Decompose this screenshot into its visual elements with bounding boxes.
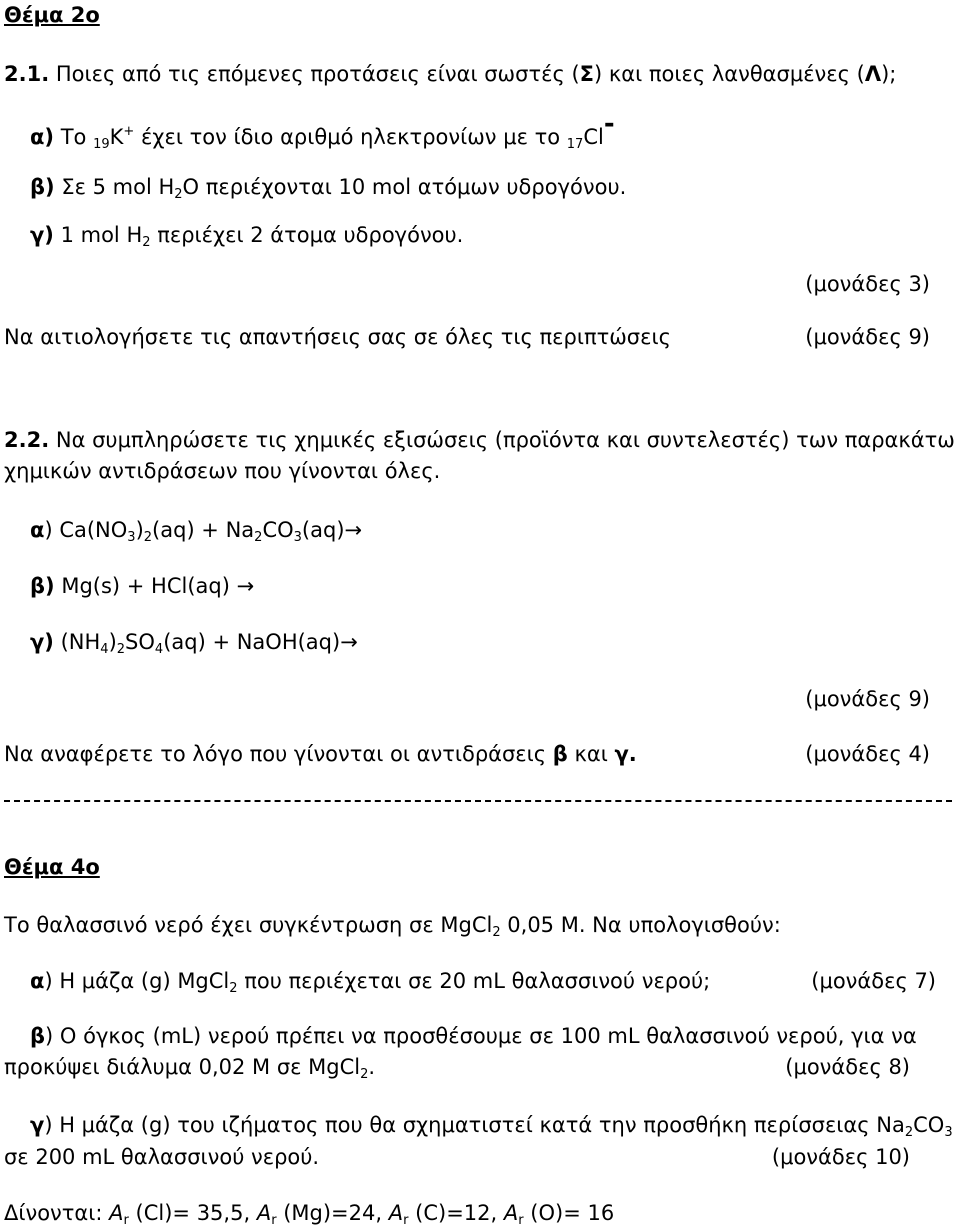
intro-text: Το θαλασσινό νερό έχει συγκέντρωση σε MgCl: [4, 913, 493, 937]
subquestion-a: [30, 968, 710, 994]
relative-mass-symbol: A: [109, 1201, 124, 1225]
subquestion-text: προκύψει διάλυμα 0,02 M σε MgCl: [4, 1055, 361, 1079]
theme4-intro: [4, 912, 781, 938]
statement-text: Σε 5 mol H: [61, 175, 175, 199]
question-number: 2.2.: [4, 428, 50, 452]
relative-mass-symbol: A: [256, 1201, 272, 1225]
statement-label: β): [30, 175, 55, 199]
reaction-ref: β: [552, 742, 568, 766]
atomic-number: 19: [93, 137, 110, 152]
subquestion-text: CO: [913, 1113, 945, 1137]
given-value-o: (O)= 16: [523, 1201, 615, 1225]
reaction-a: α) $Ca(NO_3)_2(aq) + Na_2CO_3(aq)\to$: [30, 518, 363, 545]
marks-9-justify: (μονάδες 9): [805, 325, 930, 349]
subquestion-text: Η μάζα (g) του ιζήματος που θα σχηματιστεί κατά την προσθήκη περίσσειας Na: [52, 1113, 905, 1137]
subscript: r: [403, 1213, 409, 1228]
given-label: Δίνονται:: [4, 1201, 110, 1225]
question-2-1: [4, 61, 896, 87]
element-symbol: K: [109, 125, 124, 149]
subquestion-text: που περιέχεται σε 20 mL θαλασσινού νερού;: [237, 969, 711, 993]
statement-a: [30, 109, 615, 158]
statement-label: γ): [30, 223, 54, 247]
subquestion-label: β: [30, 1024, 46, 1048]
theme2-heading: Θέμα 2ο: [4, 3, 100, 27]
question-text: Ποιες από τις επόμενες προτάσεις είναι σωστές (: [55, 62, 580, 86]
subquestion-g-line2: σε 200 mL θαλασσινού νερού.: [4, 1145, 320, 1169]
reaction-text: Mg(s) + HCl(aq): [61, 574, 230, 598]
statement-text: 1 mol H: [60, 223, 143, 247]
subquestion-label: α: [30, 969, 45, 993]
false-symbol: Λ: [864, 62, 882, 86]
given-value-mg: (Mg)=24,: [276, 1201, 389, 1225]
marks-9-reactions: (μονάδες 9): [805, 687, 930, 711]
subquestion-text: Η μάζα (g) MgCl: [52, 969, 230, 993]
instruction-text: Να αναφέρετε το λόγο που γίνονται οι αντιδράσεις: [4, 742, 553, 766]
marks-8: (μονάδες 8): [785, 1055, 910, 1079]
reaction-ref: γ.: [614, 742, 637, 766]
marks-4: (μονάδες 4): [805, 742, 930, 766]
reaction-label-paren: ): [44, 518, 53, 542]
justify-instruction: Να αιτιολογήσετε τις απαντήσεις σας σε όλες τις περιπτώσεις: [4, 325, 671, 349]
question-text: Να συμπληρώσετε τις χημικές εξισώσεις (προϊόντα και συντελεστές) των παρακάτω: [55, 428, 955, 452]
subscript: 2: [492, 925, 501, 940]
reaction-arrow: →: [340, 630, 358, 654]
subquestion-b: [30, 1023, 917, 1049]
statement-label: α): [30, 125, 55, 149]
reaction-label: β): [30, 574, 55, 598]
reaction-label: γ): [30, 630, 54, 654]
subquestion-paren: ): [44, 969, 53, 993]
subscript: r: [518, 1213, 524, 1228]
subquestion-text: Ο όγκος (mL) νερού πρέπει να προσθέσουμε σε 100 mL θαλασσινού νερού, για να: [53, 1024, 917, 1048]
given-value-c: (C)=12,: [408, 1201, 504, 1225]
relative-mass-symbol: A: [503, 1201, 519, 1225]
question-2-2: [4, 427, 955, 453]
reaction-b: [30, 573, 254, 599]
relative-mass-symbol: A: [388, 1201, 404, 1225]
theme4-heading: Θέμα 4ο: [4, 855, 100, 879]
question-number: 2.1.: [4, 62, 50, 86]
subscript: 2: [142, 235, 151, 250]
subquestion-paren: ): [44, 1113, 53, 1137]
subquestion-text: .: [368, 1055, 376, 1079]
subquestion-label: γ: [30, 1113, 45, 1137]
true-symbol: Σ: [579, 62, 595, 86]
statement-g: [30, 222, 463, 248]
section-divider: [4, 800, 952, 802]
subscript: 2: [360, 1067, 369, 1082]
reaction-g: γ) $(NH_4)_2SO_4(aq)$ + NaOH(aq)→: [30, 630, 358, 657]
statement-text: περιέχει 2 άτομα υδρογόνου.: [150, 223, 464, 247]
subscript: r: [271, 1213, 277, 1228]
charge: +: [123, 124, 135, 139]
statement-text: Το: [60, 125, 94, 149]
given-value-cl: (Cl)= 35,5,: [128, 1201, 257, 1225]
reaction-label: α: [30, 518, 45, 542]
subquestion-g: [30, 1112, 953, 1138]
subscript: 2: [904, 1125, 914, 1140]
reaction-arrow: →: [236, 574, 255, 598]
charge: -: [603, 109, 615, 139]
element-symbol: Cl: [583, 125, 604, 149]
statement-b: [30, 174, 626, 200]
reaction-arrow: →: [344, 518, 363, 542]
given-values: [4, 1200, 614, 1226]
subscript: 2: [174, 187, 183, 202]
statement-text: O περιέχονται 10 mol ατόμων υδρογόνου.: [182, 175, 627, 199]
question-text-end: );: [881, 62, 897, 86]
subscript: 2: [229, 981, 238, 996]
marks-10: (μονάδες 10): [771, 1145, 910, 1169]
marks-7: (μονάδες 7): [811, 969, 936, 993]
subscript: 3: [944, 1125, 953, 1140]
subquestion-paren: ): [45, 1024, 54, 1048]
intro-text: 0,05 M. Να υπολογισθούν:: [500, 913, 781, 937]
subquestion-b-line2: [4, 1054, 375, 1080]
subscript: r: [123, 1213, 129, 1228]
question-2-2-line2: χημικών αντιδράσεων που γίνονται όλες.: [4, 459, 441, 483]
marks-3: (μονάδες 3): [805, 272, 930, 296]
instruction-text: και: [567, 742, 615, 766]
statement-text: έχει τον ίδιο αριθμό ηλεκτρονίων με το: [134, 125, 567, 149]
atomic-number: 17: [566, 137, 584, 152]
question-text-mid: ) και ποιες λανθασμένες (: [594, 62, 865, 86]
reason-instruction: [4, 741, 637, 767]
